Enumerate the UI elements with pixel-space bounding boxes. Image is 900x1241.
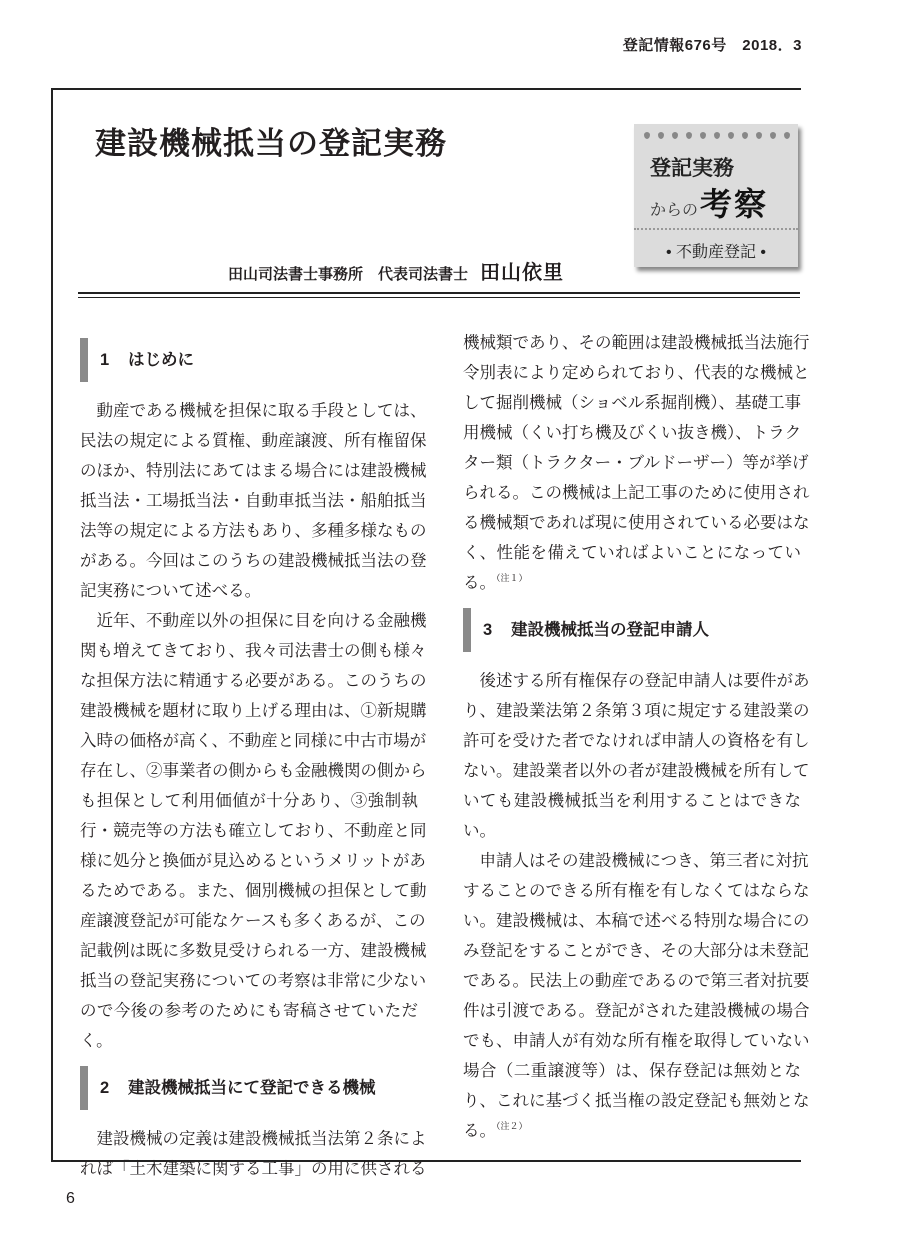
- text-line: り、これに基づく抵当権の設定登記も無効とな: [463, 1091, 810, 1110]
- text-line: 動産である機械を担保に取る手段としては、: [80, 401, 427, 420]
- badge-divider: [634, 228, 798, 230]
- text-line: して掘削機械（ショベル系掘削機）、基礎工事: [463, 393, 801, 412]
- text-line: 行・競売等の方法も確立しており、不動産と同: [80, 821, 427, 840]
- section-title: 建設機械抵当の登記申請人: [511, 621, 709, 639]
- section-heading: [80, 1066, 418, 1110]
- paragraph: [80, 606, 427, 1056]
- text-line: 様に処分と換価が見込めるというメリットがあ: [80, 851, 426, 870]
- title-double-rule: [78, 292, 800, 298]
- section-heading: [80, 338, 418, 382]
- author-affiliation: 田山司法書士事務所 代表司法書士: [228, 266, 469, 283]
- text-line: 民法の規定による質権、動産譲渡、所有権留保: [80, 431, 427, 450]
- text-line: も担保として利用価値が十分あり、③強制執: [80, 791, 418, 810]
- text-line: い。建設機械は、本稿で述べる特別な場合にの: [463, 911, 810, 930]
- text-line: る。$^{(注2)}$: [463, 1121, 528, 1140]
- paragraph: [463, 846, 810, 1146]
- section-title: 建設機械抵当にて登記できる機械: [128, 1079, 376, 1097]
- paragraph: [80, 1124, 427, 1184]
- section-number: 3: [483, 621, 493, 639]
- text-line: 抵当の登記実務についての考察は非常に少ない: [80, 971, 427, 990]
- author-name: 田山依里: [480, 262, 565, 284]
- text-line: られる。この機械は上記工事のために使用され: [463, 483, 810, 502]
- badge-line-1: 登記実務: [650, 157, 734, 180]
- text-line: 記実務について述べる。: [80, 581, 262, 600]
- issue-label: 登記情報676号 2018．3: [622, 37, 802, 54]
- text-line: 申請人はその建設機械につき、第三者に対抗: [463, 851, 809, 870]
- section-heading: [463, 608, 801, 652]
- text-line: ター類（トラクター・ブルドーザー）等が挙げ: [463, 453, 809, 472]
- section-title: はじめに: [128, 351, 194, 369]
- text-line: な担保方法に精通する必要がある。このうちの: [80, 671, 427, 690]
- text-line: 用機械（くい打ち機及びくい抜き機）、トラク: [463, 423, 802, 442]
- text-line: 件は引渡である。登記がされた建設機械の場合: [463, 1001, 810, 1020]
- text-line: る。$^{(注1)}$: [463, 573, 528, 592]
- text-line: く。: [80, 1031, 113, 1050]
- text-line: 令別表により定められており、代表的な機械と: [463, 363, 810, 382]
- notepad-rings-icon: [644, 132, 790, 139]
- text-line: 記載例は既に多数見受けられる一方、建設機械: [80, 941, 427, 960]
- text-line: り、建設業法第２条第３項に規定する建設業の: [463, 701, 810, 720]
- author-line: [228, 256, 564, 285]
- article-title: 建設機械抵当の登記実務: [95, 126, 447, 161]
- text-line: く、性能を備えていればよいことになってい: [463, 543, 801, 562]
- footnote-ref: （注１）: [496, 573, 528, 583]
- section-number: 1: [100, 351, 110, 369]
- text-line: のほか、特別法にあてはまる場合には建設機械: [80, 461, 427, 480]
- text-line: ので今後の参考のためにも寄稿させていただ: [80, 1001, 418, 1020]
- text-line: み登記をすることができ、その大部分は未登記: [463, 941, 809, 960]
- page-number: 6: [66, 1190, 75, 1207]
- text-line: である。民法上の動産であるので第三者対抗要: [463, 971, 810, 990]
- text-line: 関も増えてきており、我々司法書士の側も様々: [80, 641, 427, 660]
- text-line: 法等の規定による方法もあり、多種多様なもの: [80, 521, 427, 540]
- text-line: 抵当法・工場抵当法・自動車抵当法・船舶抵当: [80, 491, 427, 510]
- right-column: [463, 328, 810, 1146]
- text-line: 入時の価格が高く、不動産と同様に中古市場が: [80, 731, 427, 750]
- footnote-ref: （注２）: [496, 1121, 528, 1131]
- text-line: でも、申請人が有効な所有権を取得していない: [463, 1031, 810, 1050]
- left-column: [80, 328, 427, 1184]
- frame-rule-top: [51, 88, 801, 90]
- series-badge: [634, 124, 798, 267]
- heading-bar: [463, 608, 471, 652]
- heading-bar: [80, 1066, 88, 1110]
- text-line: れば「土木建築に関する工事」の用に供される: [80, 1159, 427, 1178]
- text-line: 産譲渡登記が可能なケースも多くあるが、この: [80, 911, 426, 930]
- text-line: 許可を受けた者でなければ申請人の資格を有し: [463, 731, 810, 750]
- text-line: 建設機械の定義は建設機械抵当法第２条によ: [80, 1129, 427, 1148]
- section-number: 2: [100, 1079, 110, 1097]
- text-line: い。: [463, 821, 496, 840]
- text-line: 建設機械を題材に取り上げる理由は、①新規購: [80, 701, 427, 720]
- text-line: することのできる所有権を有しなくてはならな: [463, 881, 810, 900]
- text-line: 存在し、②事業者の側からも金融機関の側から: [80, 761, 427, 780]
- paragraph: [80, 396, 427, 606]
- text-line: 機械類であり、その範囲は建設機械抵当法施行: [463, 333, 810, 352]
- text-line: ない。建設業者以外の者が建設機械を所有して: [463, 761, 810, 780]
- heading-bar: [80, 338, 88, 382]
- text-line: 場合（二重譲渡等）は、保存登記は無効とな: [463, 1061, 801, 1080]
- badge-category: • 不動産登記 •: [665, 244, 767, 261]
- paragraph: [463, 328, 810, 598]
- text-line: がある。今回はこのうちの建設機械抵当法の登: [80, 551, 427, 570]
- badge-line-2: からの考察: [650, 186, 769, 222]
- text-line: 近年、不動産以外の担保に目を向ける金融機: [80, 611, 427, 630]
- text-line: るためである。また、個別機械の担保として動: [80, 881, 427, 900]
- text-line: 後述する所有権保存の登記申請人は要件があ: [463, 671, 810, 690]
- text-line: る機械類であれば現に使用されている必要はな: [463, 513, 810, 532]
- frame-rule-left: [51, 88, 53, 1162]
- text-line: いても建設機械抵当を利用することはできな: [463, 791, 801, 810]
- paragraph: [463, 666, 810, 846]
